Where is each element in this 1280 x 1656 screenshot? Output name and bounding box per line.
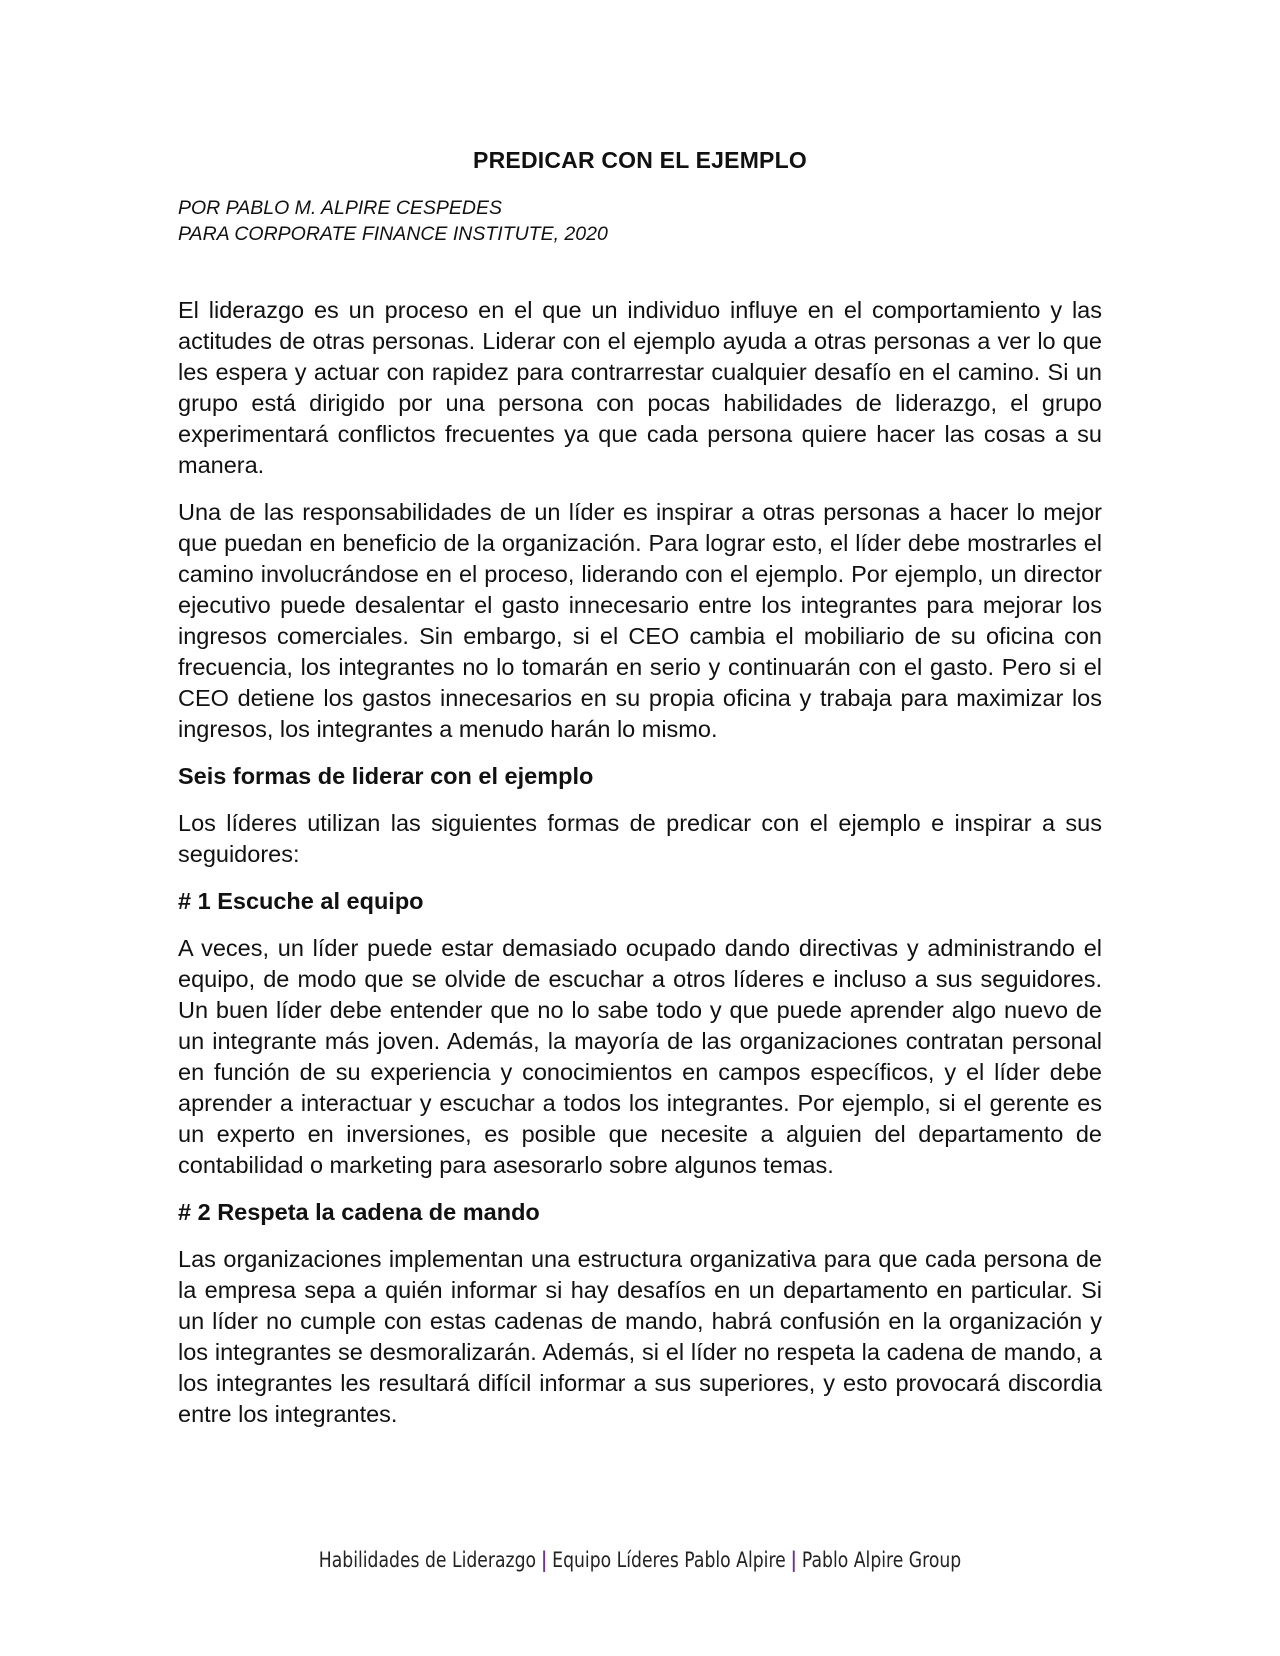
document-body [178, 295, 1102, 1446]
footer-separator-2: | [790, 1548, 797, 1572]
footer-part-2: Equipo Líderes Pablo Alpire [552, 1548, 786, 1572]
byline-publication: PARA CORPORATE FINANCE INSTITUTE, 2020 [178, 223, 608, 245]
paragraph-six-ways-intro: Los líderes utilizan las siguientes formas de predicar con el ejemplo e inspirar a sus seguidores: [178, 810, 1102, 867]
paragraph-chain-of-command: Las organizaciones implementan una estructura organizativa para que cada persona de la empresa sepa a quién informar si hay desafíos en un departamento en particular. Si un líder no cumple con estas cadenas de mando, habrá confusión en la organización y los integrantes se desmoralizarán. Además, si el líder no respeta la cadena de mando, a los integrantes les resultará difícil informar a sus superiores, y esto provocará discordia entre los integrantes. [178, 1246, 1102, 1427]
section-heading-chain-of-command: # 2 Respeta la cadena de mando [178, 1199, 540, 1225]
byline-author: POR PABLO M. ALPIRE CESPEDES [178, 197, 503, 219]
paragraph-listen: A veces, un líder puede estar demasiado ocupado dando directivas y administrando el equipo, de modo que se olvide de escuchar a otros líderes e incluso a sus seguidores. Un buen líder debe entender que no lo sabe todo y que puede aprender algo nuevo de un integrante más joven. Además, la mayoría de las organizaciones contratan personal en función de su experiencia y conocimientos en campos específicos, y el líder debe aprender a interactuar y escuchar a todos los integrantes. Por ejemplo, si el gerente es un experto en inversiones, es posible que necesite a alguien del departamento de contabilidad o marketing para asesorarlo sobre algunos temas. [178, 935, 1102, 1178]
paragraph-intro: El liderazgo es un proceso en el que un individuo influye en el comportamiento y las actitudes de otras personas. Liderar con el ejemplo ayuda a otras personas a ver lo que les espera y actuar con rapidez para contrarrestar cualquier desafío en el camino. Si un grupo está dirigido por una persona con pocas habilidades de liderazgo, el grupo experimentará conflictos frecuentes ya que cada persona quiere hacer las cosas a su manera. [178, 297, 1102, 478]
footer-part-1: Habilidades de Liderazgo [318, 1548, 537, 1572]
section-heading-listen: # 1 Escuche al equipo [178, 888, 424, 914]
paragraph-responsibilities: Una de las responsabilidades de un líder es inspirar a otras personas a hacer lo mejor que puedan en beneficio de la organización. Para lograr esto, el líder debe mostrarles el camino involucrándose en el proceso, liderando con el ejemplo. Por ejemplo, un director ejecutivo puede desalentar el gasto innecesario entre los integrantes para mejorar los ingresos comerciales. Sin embargo, si el CEO cambia el mobiliario de su oficina con frecuencia, los integrantes no lo tomarán en serio y continuarán con el gasto. Pero si el CEO detiene los gastos innecesarios en su propia oficina y trabaja para maximizar los ingresos, los integrantes a menudo harán lo mismo. [178, 499, 1102, 742]
section-heading-six-ways: Seis formas de liderar con el ejemplo [178, 763, 594, 789]
footer-separator-1: | [540, 1548, 548, 1572]
page-footer [115, 1548, 1165, 1572]
footer-part-3: Pablo Alpire Group [801, 1548, 962, 1572]
document-title: PREDICAR CON EL EJEMPLO [473, 147, 807, 173]
byline [178, 195, 608, 247]
